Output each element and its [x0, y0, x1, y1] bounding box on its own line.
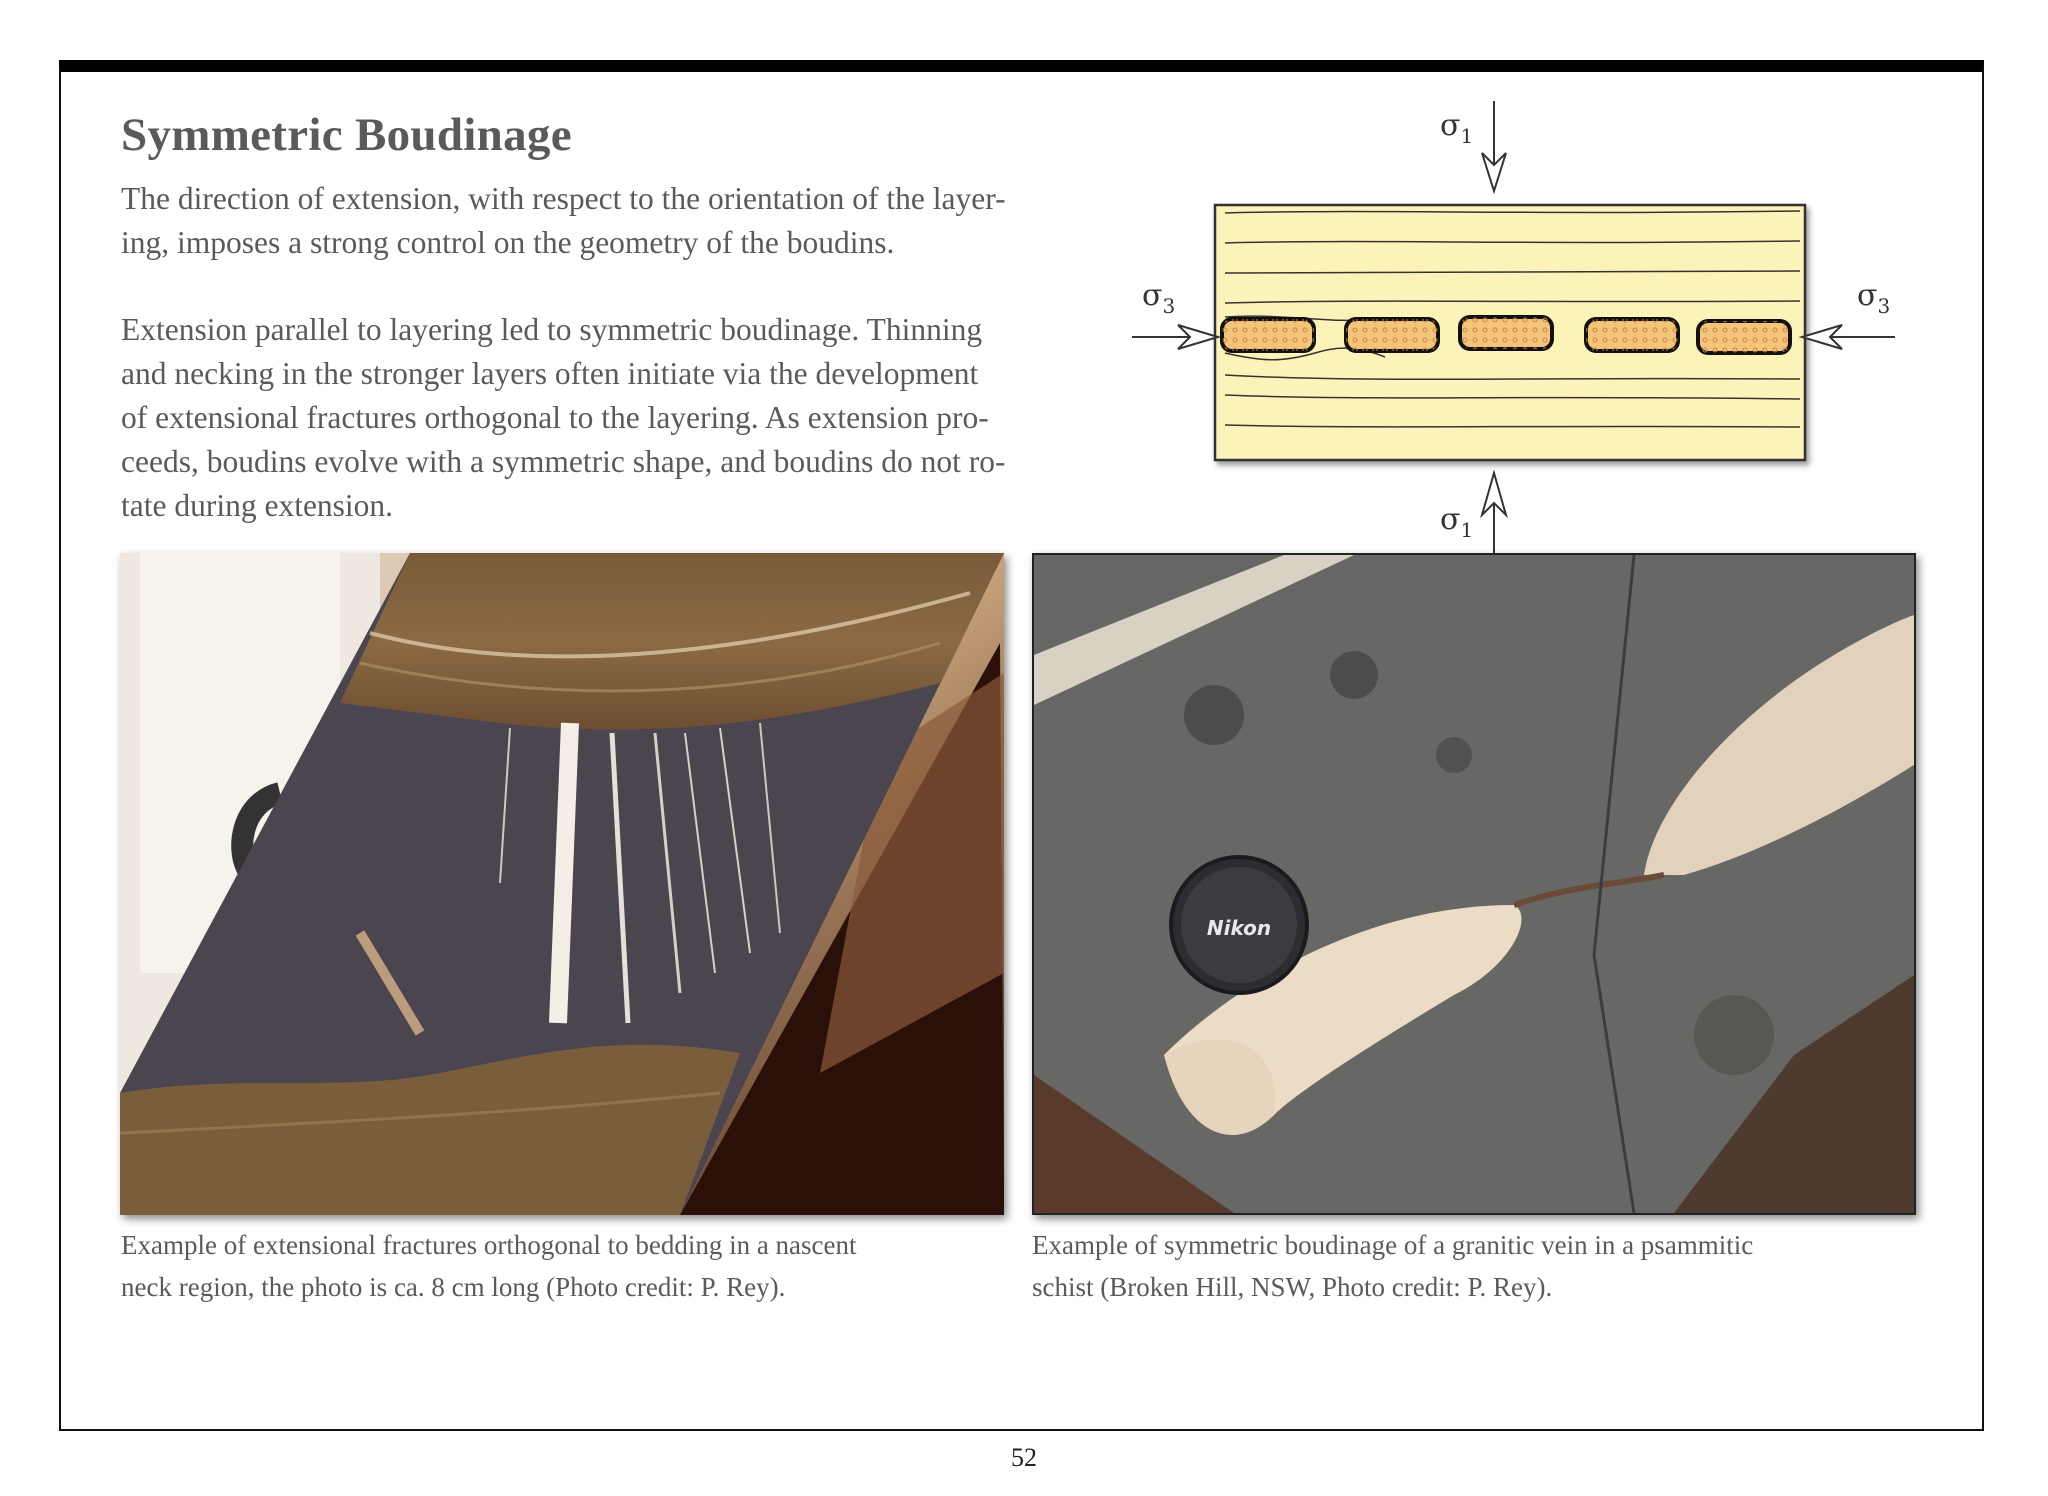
- sigma3-left-label: $\sigma_3$: [1142, 278, 1176, 318]
- sigma1-bottom-label: $\sigma_1$: [1440, 502, 1474, 542]
- sigma3-right-label: $\sigma_3$: [1857, 278, 1891, 318]
- page-title: Symmetric Boudinage: [121, 109, 572, 161]
- sigma1-top-arrow: [1482, 101, 1506, 191]
- sigma3-right-arrow: [1802, 325, 1895, 349]
- boudin: [1222, 319, 1314, 351]
- outcrop-image: [1034, 555, 1914, 1213]
- text-line: ceeds, boudins evolve with a symmetric shape, and boudins do not ro-: [121, 444, 1006, 479]
- caption-line: Example of extensional fractures orthogonal to bedding in a nascent: [121, 1230, 857, 1260]
- boudin: [1698, 321, 1790, 353]
- text-line: Extension parallel to layering led to symmetric boudinage. Thinning: [121, 312, 983, 347]
- text-line: and necking in the stronger layers often initiate via the development: [121, 356, 979, 391]
- intro-paragraph: [121, 177, 1141, 265]
- caption-line: neck region, the photo is ca. 8 cm long (Photo credit: P. Rey).: [121, 1272, 786, 1302]
- page-number: 52: [1011, 1443, 1037, 1472]
- caption-right: [1032, 1224, 1932, 1308]
- text-line: of extensional fractures orthogonal to the layering. As extension pro-: [121, 400, 989, 435]
- boudin: [1460, 317, 1552, 349]
- text-line: The direction of extension, with respect to the orientation of the layer-: [121, 181, 1006, 216]
- body-paragraph: [121, 308, 1141, 528]
- lens-cap-brand: Nikon: [1206, 916, 1272, 940]
- boudin: [1346, 319, 1438, 351]
- caption-left: [121, 1224, 1021, 1308]
- caption-line: schist (Broken Hill, NSW, Photo credit: P. Rey).: [1032, 1272, 1553, 1302]
- boudinage-diagram: [1120, 95, 1920, 555]
- sigma1-bottom-arrow: [1482, 473, 1506, 555]
- photo-core-sample: [120, 553, 1004, 1215]
- text-line: ing, imposes a strong control on the geometry of the boudins.: [121, 225, 895, 260]
- sigma1-top-label: $\sigma_1$: [1440, 108, 1474, 148]
- sigma3-left-arrow: [1132, 325, 1218, 349]
- caption-line: Example of symmetric boudinage of a granitic vein in a psammitic: [1032, 1230, 1754, 1260]
- boudins: [1222, 317, 1790, 353]
- photo-boudinage-outcrop: [1032, 553, 1916, 1215]
- core-sample-image: [120, 553, 1004, 1215]
- text-line: tate during extension.: [121, 488, 394, 523]
- boudin: [1586, 319, 1678, 351]
